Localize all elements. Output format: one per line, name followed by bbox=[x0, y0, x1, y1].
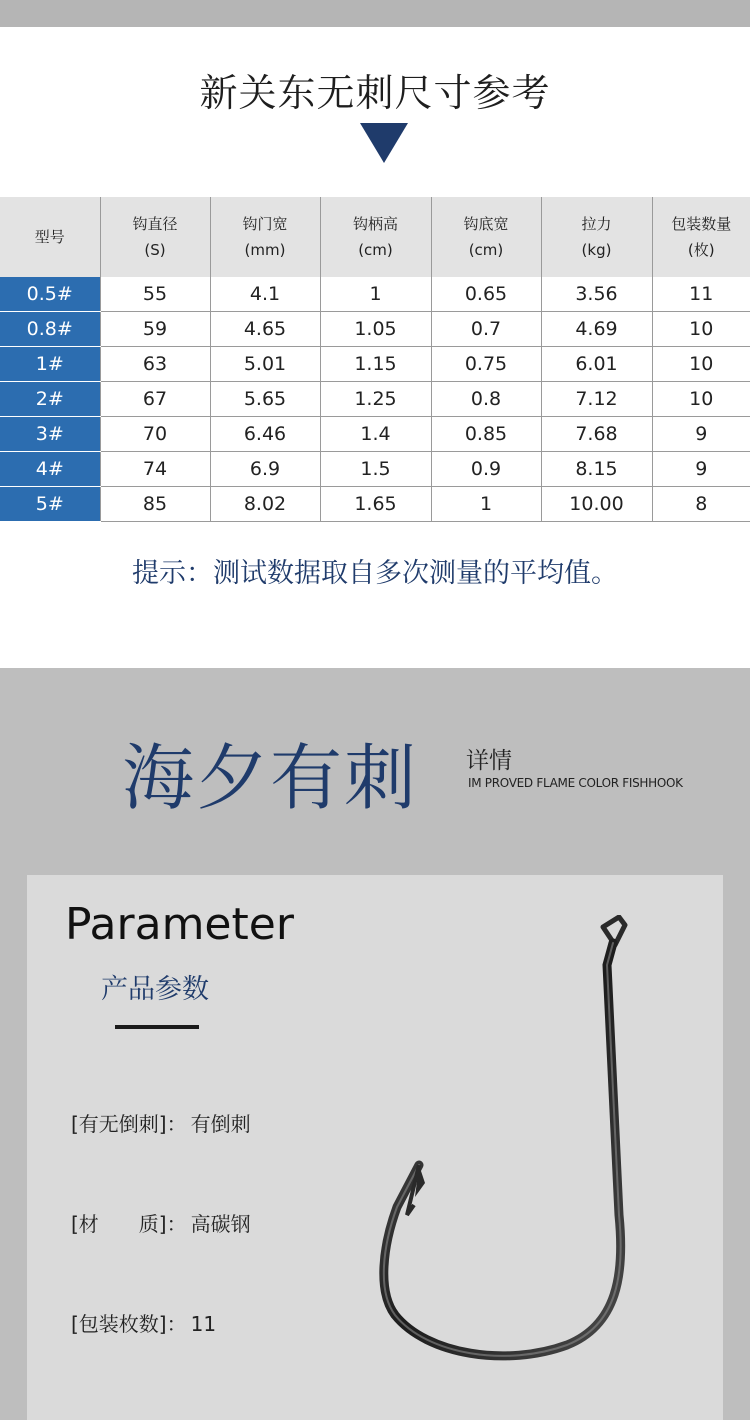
table-cell: 4.69 bbox=[541, 312, 652, 347]
model-cell: 1# bbox=[0, 347, 100, 382]
table-row bbox=[0, 417, 750, 452]
detail-subtitle: IM PROVED FLAME COLOR FISHHOOK bbox=[468, 776, 683, 790]
measurement-tip: 提示：测试数据取自多次测量的平均值。 bbox=[132, 558, 618, 589]
table-cell: 59 bbox=[100, 312, 210, 347]
top-gray-strip bbox=[0, 0, 750, 27]
table-cell: 1.25 bbox=[320, 382, 431, 417]
column-header bbox=[541, 197, 652, 277]
model-cell: 3# bbox=[0, 417, 100, 452]
down-triangle-icon bbox=[360, 123, 408, 163]
table-row bbox=[0, 347, 750, 382]
param-label: [包装枚数]： bbox=[71, 1312, 187, 1336]
table-cell: 10 bbox=[652, 382, 750, 417]
table-cell: 4.1 bbox=[210, 277, 320, 312]
param-value: 有倒刺 bbox=[190, 1112, 251, 1136]
column-header-name: 钩门宽 bbox=[242, 215, 288, 233]
table-cell: 6.01 bbox=[541, 347, 652, 382]
parameter-title: Parameter bbox=[65, 899, 294, 950]
table-cell: 6.9 bbox=[210, 452, 320, 487]
param-row-material bbox=[71, 1208, 251, 1237]
table-cell: 9 bbox=[652, 417, 750, 452]
table-cell: 1 bbox=[431, 487, 541, 522]
table-cell: 1 bbox=[320, 277, 431, 312]
table-body bbox=[0, 277, 750, 522]
table-cell: 1.5 bbox=[320, 452, 431, 487]
model-cell: 0.5# bbox=[0, 277, 100, 312]
detail-label: 详情 bbox=[466, 748, 512, 774]
table-cell: 0.85 bbox=[431, 417, 541, 452]
table-cell: 55 bbox=[100, 277, 210, 312]
product-name: 海夕有刺 bbox=[122, 736, 419, 820]
column-header bbox=[100, 197, 210, 277]
table-header bbox=[0, 197, 750, 277]
table-cell: 0.9 bbox=[431, 452, 541, 487]
table-cell: 85 bbox=[100, 487, 210, 522]
table-cell: 70 bbox=[100, 417, 210, 452]
table-cell: 1.15 bbox=[320, 347, 431, 382]
table-cell: 63 bbox=[100, 347, 210, 382]
table-cell: 74 bbox=[100, 452, 210, 487]
table-cell: 10.00 bbox=[541, 487, 652, 522]
column-header-name: 型号 bbox=[34, 228, 65, 246]
table-cell: 5.65 bbox=[210, 382, 320, 417]
table-cell: 67 bbox=[100, 382, 210, 417]
detail-section bbox=[0, 668, 750, 1420]
table-cell: 9 bbox=[652, 452, 750, 487]
column-header bbox=[431, 197, 541, 277]
table-cell: 0.65 bbox=[431, 277, 541, 312]
column-header-unit: (kg) bbox=[581, 241, 612, 259]
table-cell: 8.02 bbox=[210, 487, 320, 522]
table-cell: 8.15 bbox=[541, 452, 652, 487]
param-label: [有无倒刺]： bbox=[71, 1112, 187, 1136]
model-cell: 5# bbox=[0, 487, 100, 522]
table-cell: 10 bbox=[652, 347, 750, 382]
parameter-title-cn: 产品参数 bbox=[101, 974, 209, 1005]
column-header bbox=[210, 197, 320, 277]
param-value: 11 bbox=[190, 1312, 217, 1336]
parameter-card bbox=[27, 875, 723, 1420]
table-cell: 0.8 bbox=[431, 382, 541, 417]
table-cell: 0.7 bbox=[431, 312, 541, 347]
model-cell: 2# bbox=[0, 382, 100, 417]
column-header-unit: (mm) bbox=[244, 241, 286, 259]
column-header bbox=[320, 197, 431, 277]
table-cell: 11 bbox=[652, 277, 750, 312]
column-header-unit: (枚) bbox=[687, 241, 715, 259]
fishhook-icon bbox=[367, 915, 667, 1395]
table-cell: 1.65 bbox=[320, 487, 431, 522]
size-reference-title: 新关东无刺尺寸参考 bbox=[199, 71, 551, 115]
model-cell: 4# bbox=[0, 452, 100, 487]
column-header-name: 钩底宽 bbox=[463, 215, 509, 233]
size-table bbox=[0, 197, 750, 522]
table-cell: 6.46 bbox=[210, 417, 320, 452]
column-header-name: 钩柄高 bbox=[352, 215, 398, 233]
column-header bbox=[652, 197, 750, 277]
column-header-unit: (cm) bbox=[358, 241, 393, 259]
param-value: 高碳钢 bbox=[190, 1212, 251, 1236]
param-row-count bbox=[71, 1308, 216, 1337]
table-row bbox=[0, 487, 750, 522]
table-row bbox=[0, 312, 750, 347]
table-cell: 5.01 bbox=[210, 347, 320, 382]
column-header bbox=[0, 197, 100, 277]
table-cell: 0.75 bbox=[431, 347, 541, 382]
table-row bbox=[0, 277, 750, 312]
column-header-name: 拉力 bbox=[581, 215, 612, 233]
model-cell: 0.8# bbox=[0, 312, 100, 347]
column-header-name: 包装数量 bbox=[671, 215, 732, 233]
table-cell: 7.12 bbox=[541, 382, 652, 417]
column-header-unit: (cm) bbox=[468, 241, 504, 259]
table-cell: 3.56 bbox=[541, 277, 652, 312]
table-cell: 4.65 bbox=[210, 312, 320, 347]
table-row bbox=[0, 382, 750, 417]
column-header-unit: (S) bbox=[144, 241, 166, 259]
param-label: [材 质]： bbox=[71, 1212, 187, 1236]
column-header-name: 钩直径 bbox=[132, 215, 178, 233]
table-cell: 10 bbox=[652, 312, 750, 347]
title-underline bbox=[115, 1025, 199, 1029]
table-cell: 1.05 bbox=[320, 312, 431, 347]
table-row bbox=[0, 452, 750, 487]
table-cell: 1.4 bbox=[320, 417, 431, 452]
table-cell: 8 bbox=[652, 487, 750, 522]
param-row-barb bbox=[71, 1108, 251, 1137]
table-cell: 7.68 bbox=[541, 417, 652, 452]
